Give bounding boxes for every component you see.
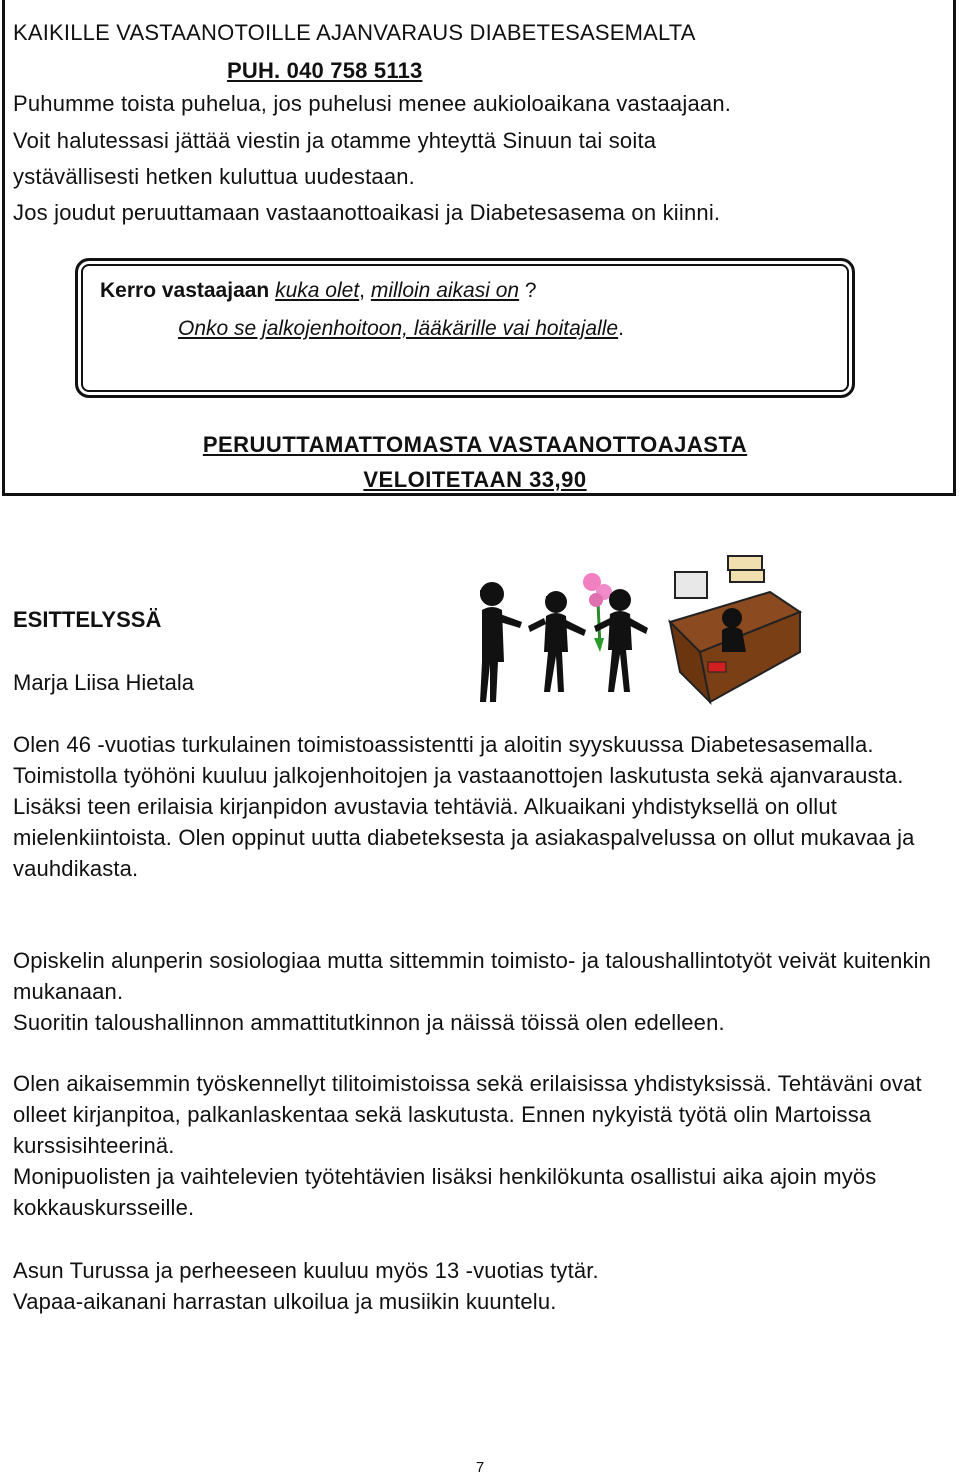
callout-line-2 xyxy=(178,317,624,341)
paragraph-3: Suoritin taloushallinnon ammattitutkinnon ja näissä töissä olen edelleen. xyxy=(13,1010,725,1035)
figure-2 xyxy=(528,591,586,692)
person-name: Marja Liisa Hietala xyxy=(13,670,194,695)
callout-who: kuka olet xyxy=(275,279,360,302)
paragraph-2: Opiskelin alunperin sosiologiaa mutta sittemmin toimisto- ja taloushallintotyöt veivät kuitenkin mukanaan. xyxy=(13,948,932,1004)
paragraph-6: Asun Turussa ja perheeseen kuuluu myös 13 -vuotias tytär. xyxy=(13,1258,599,1283)
callout-when: milloin aikasi on xyxy=(370,279,520,302)
fee-line-2: VELOITETAAN 33,90 xyxy=(363,467,587,492)
office-greeting-illustration xyxy=(470,552,920,712)
callout-comma: , xyxy=(359,279,371,302)
paragraph-4: Olen aikaisemmin työskennellyt tilitoimistoissa sekä erilaisissa yhdistyksissä. Tehtäväni ovat olleet kirjanpitoa, palkanlaskentaa sekä laskutusta. Ennen nykyistä työtä olin Martoissa kurssisihteerinä. xyxy=(13,1071,922,1158)
callout-lead: Kerro vastaajaan xyxy=(100,279,270,302)
callout-q: ? xyxy=(519,279,537,302)
callout-line-1 xyxy=(100,279,537,303)
page-number: 7 xyxy=(475,1459,485,1476)
notice-line-3: Puhumme toista puhelua, jos puhelusi menee aukioloaikana vastaajaan. xyxy=(13,91,732,116)
section-heading: ESITTELYSSÄ xyxy=(13,607,162,632)
paragraph-1: Olen 46 -vuotias turkulainen toimistoassistentti ja aloitin syyskuussa Diabetesasemalla. Toimistolla työhöni kuuluu jalkojenhoitojen ja vastaanottojen laskutusta sekä ajanvarausta. Lisäksi teen erilaisia kirjanpidon avustavia tehtäviä. Alkuaikani yhdistyksellä on ollut mielenkiintoista. Olen oppinut uutta diabeteksesta ja asiakaspalvelussa on ollut mukavaa ja vauhdikasta. xyxy=(13,732,915,881)
paragraph-7: Vapaa-aikanani harrastan ulkoilua ja musiikin kuuntelu. xyxy=(13,1289,557,1314)
paragraph-5: Monipuolisten ja vaihtelevien työtehtävien lisäksi henkilökunta osallistui aika ajoin myös kokkauskursseille. xyxy=(13,1164,877,1220)
notice-line-4: Voit halutessasi jättää viestin ja otamme yhteyttä Sinuun tai soita xyxy=(13,128,657,153)
phone-number: PUH. 040 758 5113 xyxy=(227,58,423,83)
notice-line-1: KAIKILLE VASTAANOTOILLE AJANVARAUS DIABETESASEMALTA xyxy=(13,20,696,45)
notice-box xyxy=(2,0,956,496)
fee-line-1: PERUUTTAMATTOMASTA VASTAANOTTOAJASTA xyxy=(202,432,748,457)
notice-line-5: ystävällisesti hetken kuluttua uudestaan. xyxy=(13,164,415,189)
notice-line-6: Jos joudut peruuttamaan vastaanottoaikasi ja Diabetesasema on kiinni. xyxy=(13,200,721,225)
voicemail-callout xyxy=(75,258,855,398)
flower-bouquet xyxy=(583,573,612,652)
callout-period: . xyxy=(618,317,624,340)
callout-where: Onko se jalkojenhoitoon, lääkärille vai hoitajalle xyxy=(178,317,619,340)
figure-1 xyxy=(480,582,522,702)
